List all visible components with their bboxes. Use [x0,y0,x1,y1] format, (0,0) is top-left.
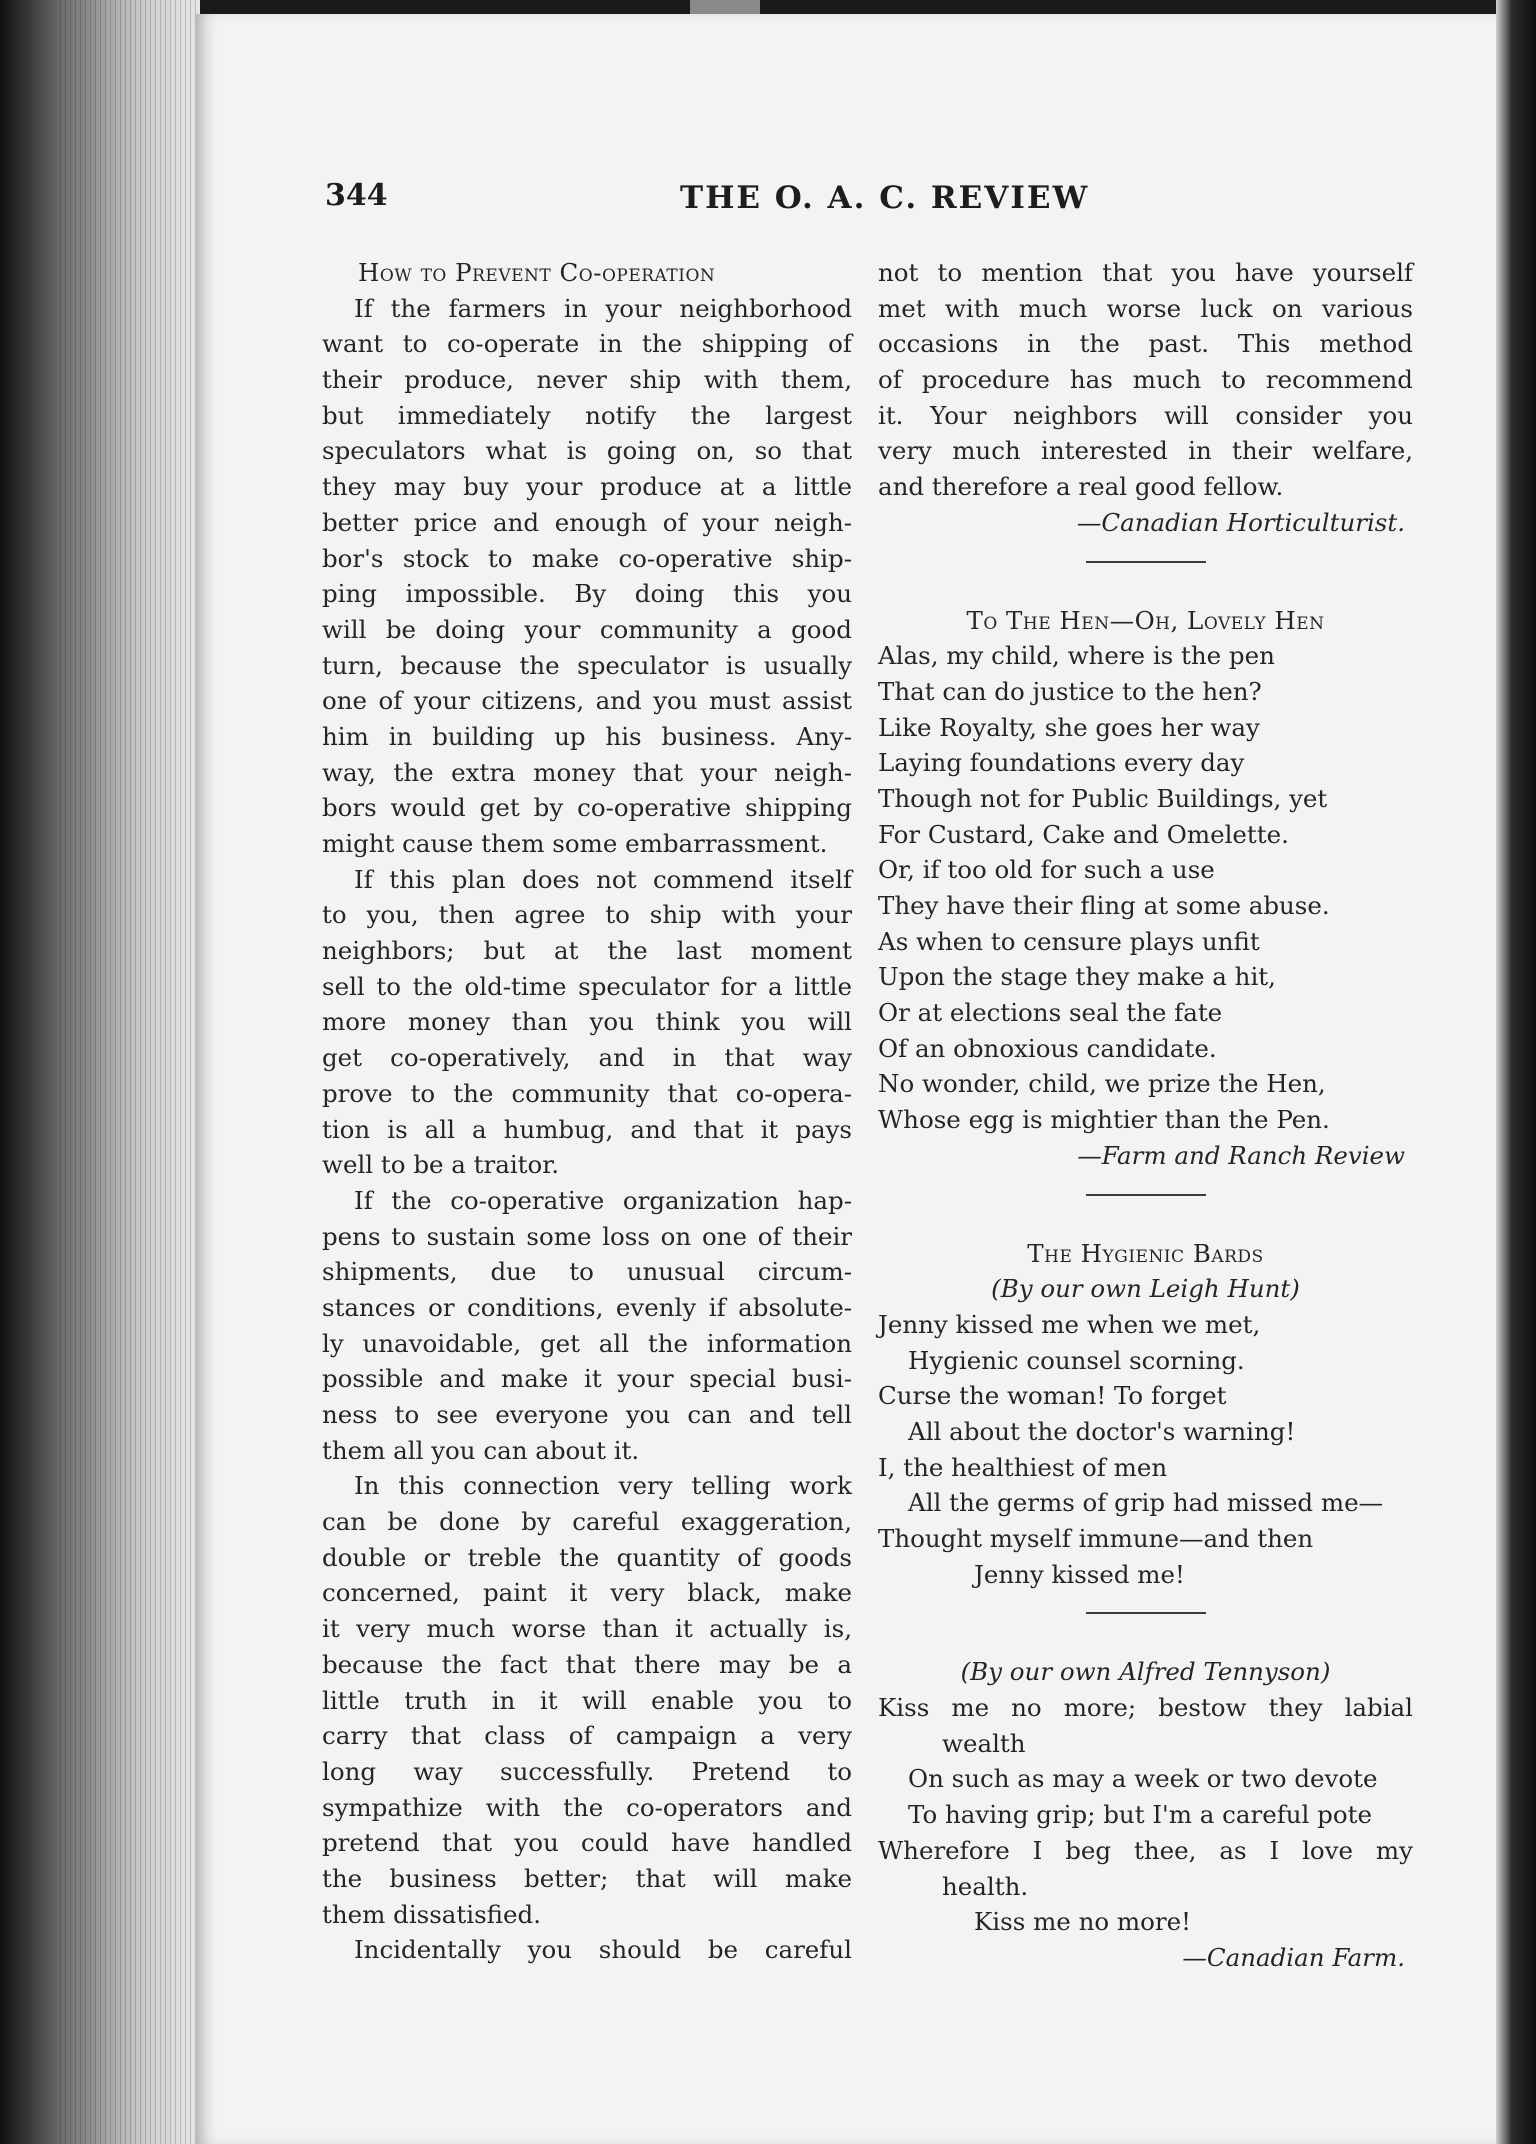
article-continued-line: not to mention that you have yourself [878,258,1413,287]
article-continued-line: of procedure has much to recommend [878,365,1413,395]
article-line: double or treble the quantity of goods [322,1542,852,1572]
poem-line: On such as may a week or two devote [908,1764,1378,1794]
left-column [322,255,852,1968]
article-line: can be done by careful exaggeration, [322,1507,852,1537]
article-line: well to be a traitor. [322,1150,560,1180]
article-line: little truth in it will enable you to [322,1685,852,1715]
article-line: bors would get by co-operative shipping [322,793,852,823]
article-line: If the farmers in your neighborhood [354,293,852,323]
poem-line: Hygienic counsel scorning. [908,1345,1245,1375]
article-line: them all you can about it. [322,1435,640,1465]
poem-title: To The Hen—Oh, Lovely Hen [966,605,1325,635]
article-line: bor's stock to make co-operative ship- [322,543,852,573]
right-column [878,255,1413,1976]
article-line: If this plan does not commend itself [354,864,852,894]
article-continued-line: it. Your neighbors will consider you [878,400,1413,430]
article-line: want to co-operate in the shipping of [322,329,852,359]
article-line: get co-operatively, and in that way [322,1043,852,1073]
poem-line: Of an obnoxious candidate. [878,1033,1217,1063]
poem-line: Laying foundations every day [878,748,1245,778]
article-line: they may buy your produce at a little [322,472,852,502]
article-line: way, the extra money that your neigh- [322,757,852,787]
poem-line: For Custard, Cake and Omelette. [878,819,1289,849]
article-line: might cause them some embarrassment. [322,829,828,858]
article-line: one of your citizens, and you must assist [322,686,852,716]
poem-line: Kiss me no more! [974,1907,1191,1937]
binding-tab [690,0,760,14]
article-line: turn, because the speculator is usually [322,650,852,680]
article-line: more money than you think you will [322,1007,852,1037]
article-continued-line: and therefore a real good fellow. [878,472,1284,502]
section-divider [1086,1612,1206,1614]
poem-line: To having grip; but I'm a careful pote [908,1800,1372,1830]
poem-line: Though not for Public Buildings, yet [878,783,1328,813]
poem-line: Wherefore I beg thee, as I love my [878,1835,1413,1865]
section-divider [1086,1194,1206,1196]
article-line: sympathize with the co-operators and [322,1792,852,1822]
poem-line: Or at elections seal the fate [878,998,1223,1028]
article-line: Incidentally you should be careful [354,1935,852,1965]
article-continued-line: occasions in the past. This method [878,329,1413,359]
article-line: to you, then agree to ship with your [322,900,852,930]
article-line: speculators what is going on, so that [322,436,852,466]
poem-line: As when to censure plays unfit [878,926,1260,956]
article-line: If the co-operative organization hap- [354,1185,852,1215]
article-line: their produce, never ship with them, [322,365,852,395]
article-line: it very much worse than it actually is, [322,1614,852,1644]
poem-line: Jenny kissed me! [974,1559,1185,1589]
article-line: ly unavoidable, get all the information [322,1328,852,1358]
right-page-edge [1496,0,1536,2144]
poem-line: Like Royalty, she goes her way [878,712,1260,742]
poem-line: wealth [942,1728,1026,1758]
poem-line: No wonder, child, we prize the Hen, [878,1069,1326,1099]
article-line: pretend that you could have handled [322,1828,852,1858]
article-line: because the fact that there may be a [322,1649,852,1679]
poem-line: Kiss me no more; bestow they labial [878,1693,1413,1723]
article-line: long way successfully. Pretend to [322,1756,852,1786]
article-attribution: —Canadian Horticulturist. [1076,507,1405,537]
article-line: neighbors; but at the last moment [322,936,852,966]
poem-line: All about the doctor's warning! [908,1416,1296,1446]
article-line: better price and enough of your neigh- [322,507,852,537]
article-line: him in building up his business. Any- [322,721,852,751]
poem-line: I, the healthiest of men [878,1452,1168,1482]
article-line: carry that class of campaign a very [322,1721,852,1751]
article-title: How to Prevent Co-operation [358,258,716,287]
running-head: THE O. A. C. REVIEW [680,180,1090,216]
article-continued-line: very much interested in their welfare, [878,436,1413,466]
article-line: pens to sustain some loss on one of their [322,1221,852,1251]
poem-line: Jenny kissed me when we met, [878,1309,1261,1339]
poem-attribution: —Canadian Farm. [1182,1942,1405,1972]
article-line: prove to the community that co-opera- [322,1078,852,1108]
article-line: ping impossible. By doing this you [322,579,852,609]
poem-title: The Hygienic Bards [1027,1238,1264,1268]
poem-line: Alas, my child, where is the pen [878,641,1275,671]
article-line: the business better; that will make [322,1863,852,1893]
poem-line: Whose egg is mightier than the Pen. [878,1105,1330,1135]
poem-line: Curse the woman! To forget [878,1381,1227,1411]
article-line: them dissatisfied. [322,1899,541,1929]
article-continued-line: met with much worse luck on various [878,293,1413,323]
poem-line: health. [942,1871,1029,1901]
article-line: ness to see everyone you can and tell [322,1400,852,1429]
poem-byline: (By our own Leigh Hunt) [991,1274,1300,1304]
article-line: In this connection very telling work [354,1471,852,1501]
article-line: but immediately notify the largest [322,400,852,430]
article-line: concerned, paint it very black, make [322,1578,852,1608]
poem-attribution: —Farm and Ranch Review [1077,1140,1405,1170]
article-line: sell to the old-time speculator for a little [322,971,852,1001]
article-line: tion is all a humbug, and that it pays [322,1114,852,1144]
page-edges [60,0,200,2144]
poem-line: Or, if too old for such a use [878,855,1215,885]
poem-line: They have their fling at some abuse. [878,891,1330,920]
poem-line: Thought myself immune—and then [878,1524,1314,1553]
article-line: will be doing your community a good [322,614,852,644]
article-line: shipments, due to unusual circum- [322,1257,852,1287]
poem-line: All the germs of grip had missed me— [908,1488,1384,1518]
page-number: 344 [325,178,388,213]
article-line: possible and make it your special busi- [322,1364,852,1394]
section-divider [1086,561,1206,563]
poem-line: Upon the stage they make a hit, [878,962,1276,992]
poem-line: That can do justice to the hen? [878,676,1262,706]
article-line: stances or conditions, evenly if absolute- [322,1292,852,1322]
poem-byline: (By our own Alfred Tennyson) [960,1657,1331,1687]
